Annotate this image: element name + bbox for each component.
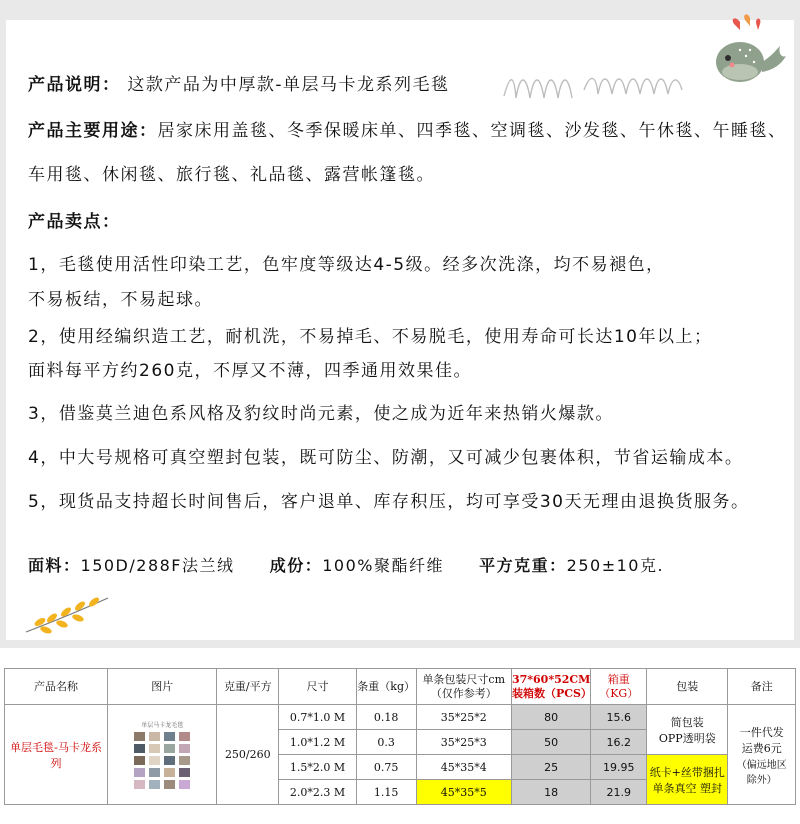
usage-label: 产品主要用途： (28, 121, 158, 141)
selling-point-1b: 不易板结，不易起球。 (28, 290, 213, 310)
table-header-row (5, 669, 796, 705)
description-text: 这款产品为中厚款-单层马卡龙系列毛毯 (127, 75, 450, 95)
header-carton-line1: 37*60*52CM (511, 672, 591, 686)
box-weight-cell: 21.9 (591, 780, 647, 805)
header-packaging: 包装 (647, 669, 728, 705)
size-cell: 1.5*2.0 M (279, 755, 357, 780)
header-pack-size-line1: 单条包装尺寸cm (422, 672, 506, 686)
remark-line2: 运费6元 (741, 741, 782, 755)
gsm-cell: 250/260 (217, 705, 279, 805)
selling-point-2a: 2，使用经编织造工艺，耐机洗，不易掉毛、不易脱毛，使用寿命可长达10年以上； (28, 327, 713, 347)
header-pack-size (416, 669, 511, 705)
selling-point-4: 4，中大号规格可真空塑封包装，既可防尘、防潮，又可减少包裹体积，节省运输成本。 (28, 448, 744, 468)
packaging-simple-cell (647, 705, 728, 755)
remark-line4: 除外） (746, 774, 777, 786)
remark-line1: 一件代发 (739, 725, 784, 739)
box-weight-cell: 16.2 (591, 730, 647, 755)
selling-point-2b: 面料每平方约260克，不厚又不薄，四季通用效果佳。 (28, 361, 472, 381)
header-box-weight: 箱重（KG） (591, 669, 647, 705)
packaging-simple-line1: 简包装 (670, 715, 704, 729)
remark-cell (728, 705, 796, 805)
product-thumbnail (108, 705, 217, 805)
header-item-weight: 条重（kg） (356, 669, 416, 705)
whale-icon (710, 10, 788, 90)
selling-point-5: 5，现货品支持超长时间售后，客户退单、库存积压，均可享受30天无理由退换货服务。 (28, 492, 750, 512)
pack-cell: 45*35*4 (416, 755, 511, 780)
header-remark: 备注 (728, 669, 796, 705)
product-description (28, 70, 450, 95)
header-name: 产品名称 (5, 669, 108, 705)
qty-cell: 50 (511, 730, 590, 755)
header-image: 图片 (108, 669, 217, 705)
qty-cell: 80 (511, 705, 590, 730)
product-usage (28, 116, 787, 141)
qty-cell: 25 (511, 755, 590, 780)
header-pack-size-line2: （仅作参考） (430, 686, 497, 700)
squiggle-decoration (502, 68, 692, 108)
fabric-label: 面料： (28, 556, 81, 575)
weight-cell: 0.18 (356, 705, 416, 730)
thumbnail-caption: 单层马卡龙毛毯 (141, 722, 184, 729)
weight-label: 平方克重： (479, 556, 567, 575)
weight-cell: 0.3 (356, 730, 416, 755)
header-carton (511, 669, 590, 705)
packaging-vacuum-line2: 单条真空 塑封 (652, 781, 723, 795)
header-carton-line2: 装箱数（PCS） (511, 686, 592, 700)
weight-value: 250±10克. (566, 556, 665, 575)
size-cell: 1.0*1.2 M (279, 730, 357, 755)
packaging-vacuum-line1: 纸卡+丝带捆扎 (649, 765, 725, 779)
spec-line (28, 553, 664, 576)
spec-table (4, 668, 796, 805)
size-cell: 2.0*2.3 M (279, 780, 357, 805)
size-cell: 0.7*1.0 M (279, 705, 357, 730)
remark-line3: （偏远地区 (736, 759, 787, 771)
pack-cell: 45*35*5 (416, 780, 511, 805)
packaging-simple-line2: OPP透明袋 (658, 731, 716, 745)
usage-text-1: 居家床用盖毯、冬季保暖床单、四季毯、空调毯、沙发毯、午休毯、午睡毯、 (157, 121, 787, 141)
pack-cell: 35*25*3 (416, 730, 511, 755)
weight-cell: 0.75 (356, 755, 416, 780)
header-gsm: 克重/平方 (217, 669, 279, 705)
box-weight-cell: 15.6 (591, 705, 647, 730)
selling-point-1a: 1，毛毯使用活性印染工艺，色牢度等级达4-5级。经多次洗涤，均不易褪色， (28, 255, 665, 275)
leaf-branch-icon (22, 592, 112, 636)
component-label: 成份： (269, 556, 323, 575)
qty-cell: 18 (511, 780, 590, 805)
component-value: 100%聚酯纤维 (322, 556, 444, 575)
header-size: 尺寸 (279, 669, 357, 705)
product-name-cell: 单层毛毯-马卡龙系列 (5, 705, 108, 805)
usage-text-2: 车用毯、休闲毯、旅行毯、礼品毯、露营帐篷毯。 (28, 165, 435, 185)
selling-point-3: 3，借鉴莫兰迪色系风格及豹纹时尚元素，使之成为近年来热销火爆款。 (28, 404, 614, 424)
packaging-vacuum-cell (647, 755, 728, 805)
selling-points-heading: 产品卖点： (28, 212, 121, 232)
weight-cell: 1.15 (356, 780, 416, 805)
table-row (5, 705, 796, 730)
thumbnail-grid (108, 732, 216, 789)
box-weight-cell: 19.95 (591, 755, 647, 780)
description-label: 产品说明： (28, 75, 121, 95)
pack-cell: 35*25*2 (416, 705, 511, 730)
fabric-value: 150D/288F法兰绒 (80, 556, 235, 575)
